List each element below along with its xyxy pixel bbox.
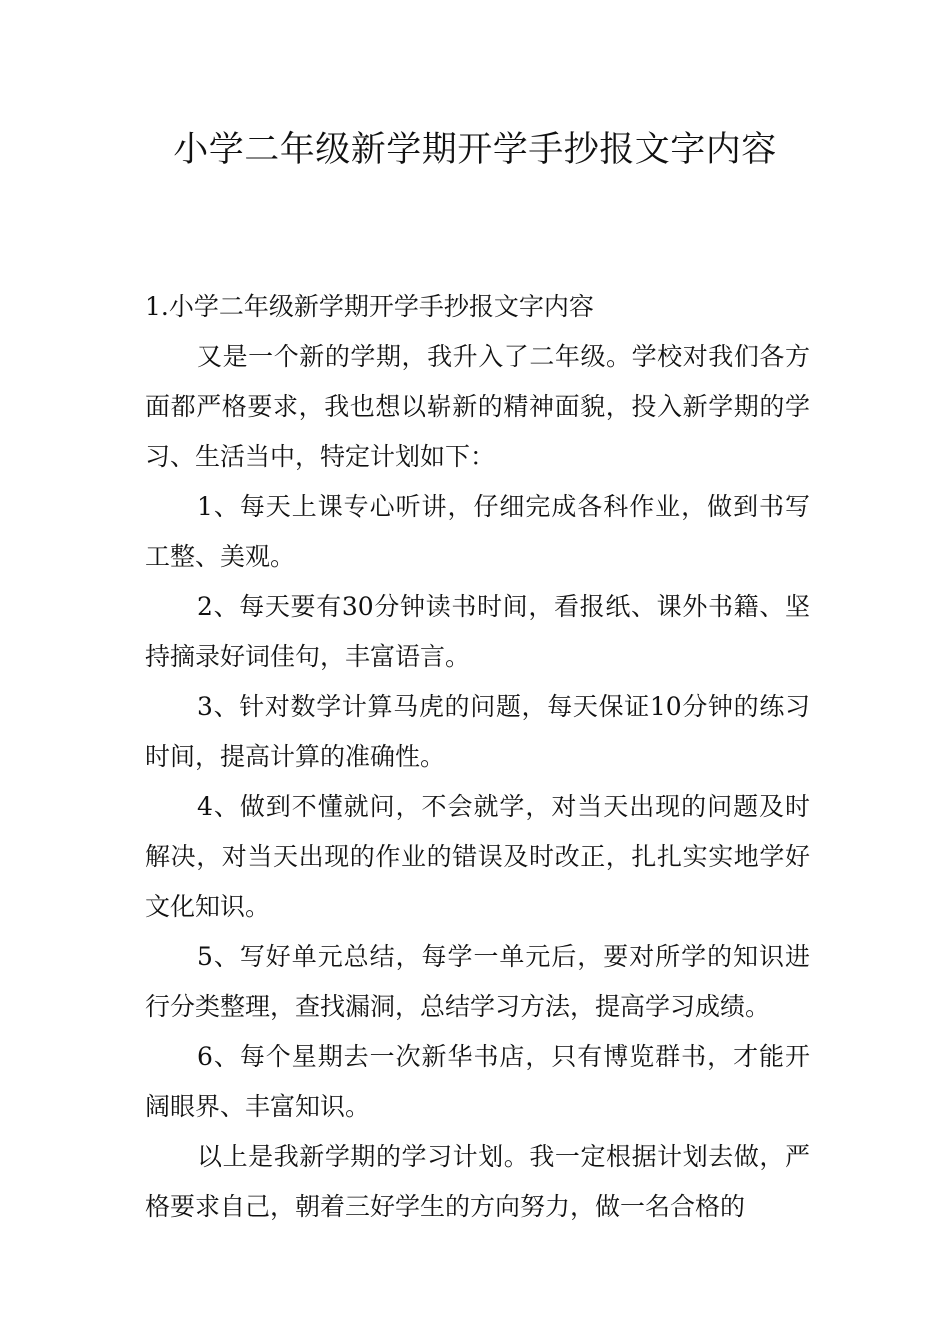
paragraph-item-5: 5、写好单元总结，每学一单元后，要对所学的知识进行分类整理，查找漏洞，总结学习方法，提高学习成绩。 — [145, 942, 810, 1021]
document-title: 小学二年级新学期开学手抄报文字内容 — [173, 130, 777, 170]
paragraph-item-4: 4、做到不懂就问，不会就学，对当天出现的问题及时解决，对当天出现的作业的错误及时改正，扎扎实实地学好文化知识。 — [145, 792, 810, 921]
paragraph-item-2: 2、每天要有30分钟读书时间，看报纸、课外书籍、坚持摘录好词佳句，丰富语言。 — [145, 592, 810, 671]
paragraph-item-6: 6、每个星期去一次新华书店，只有博览群书，才能开阔眼界、丰富知识。 — [145, 1042, 810, 1121]
paragraph-conclusion: 以上是我新学期的学习计划。我一定根据计划去做，严格要求自己，朝着三好学生的方向努力，做一名合格的 — [145, 1142, 810, 1221]
paragraph-item-1: 1、每天上课专心听讲，仔细完成各科作业，做到书写工整、美观。 — [145, 492, 810, 571]
paragraph-item-3: 3、针对数学计算马虎的问题，每天保证10分钟的练习时间，提高计算的准确性。 — [145, 692, 810, 771]
document-body — [145, 282, 810, 1232]
paragraph-intro: 又是一个新的学期，我升入了二年级。学校对我们各方面都严格要求，我也想以崭新的精神面貌，投入新学期的学习、生活当中，特定计划如下： — [145, 342, 810, 471]
section-heading: 1.小学二年级新学期开学手抄报文字内容 — [145, 292, 594, 321]
